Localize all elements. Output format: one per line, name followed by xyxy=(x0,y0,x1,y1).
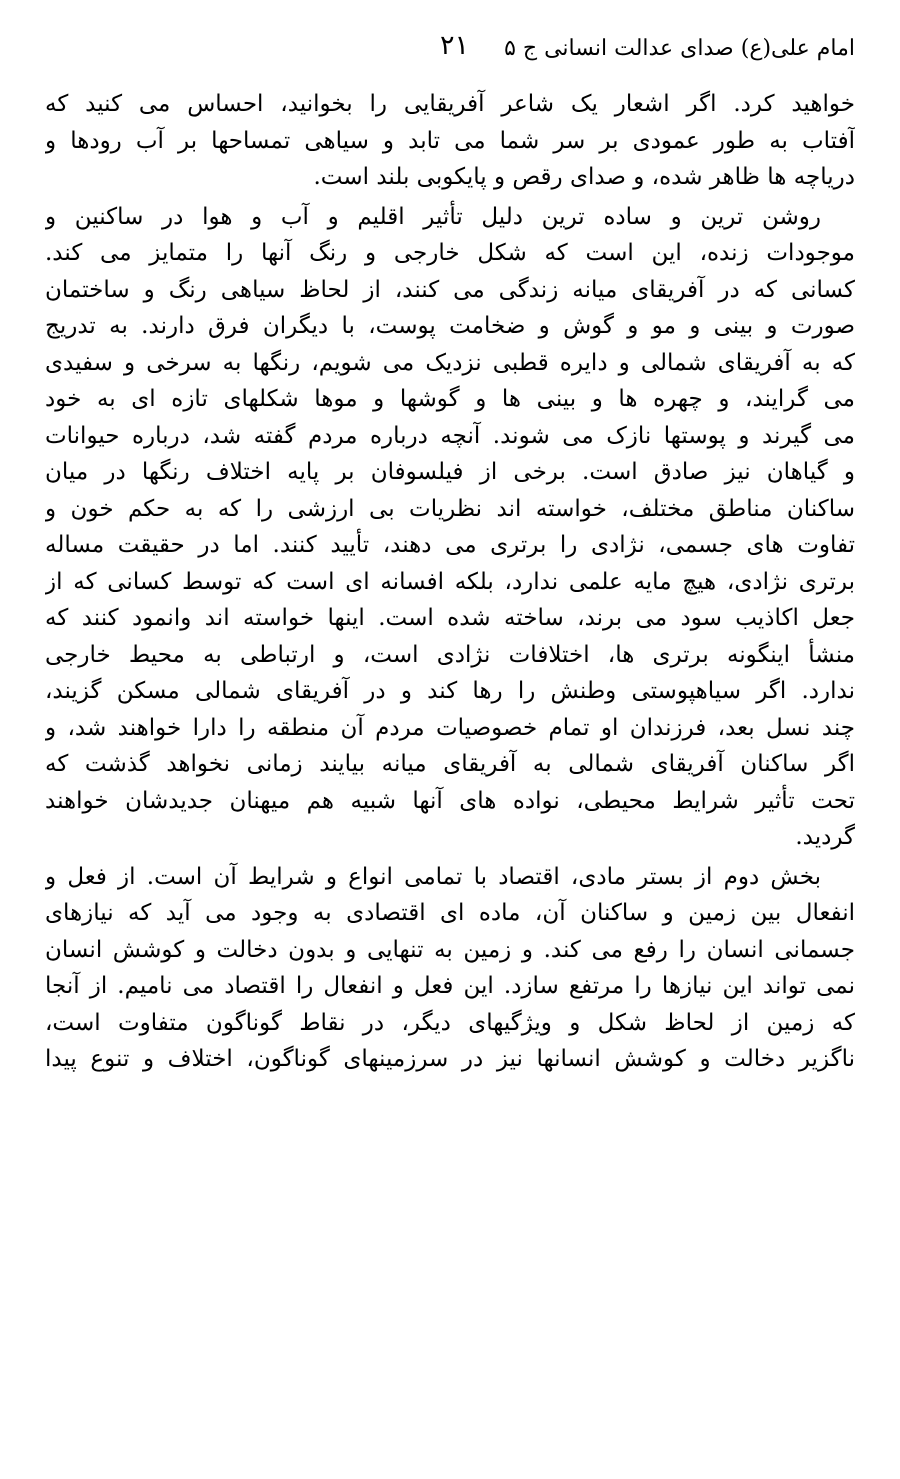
text-line: می گرایند، و چهره ها و بینی ها و گوشها و موها شکلهای تازه ای به خود xyxy=(45,386,855,412)
text-line: انفعال بین زمین و ساکنان آن، ماده ای اقتصادی به وجود می آید که نیازهای xyxy=(45,900,855,926)
book-title: امام علی(ع) صدای عدالت انسانی ج ۵ xyxy=(504,36,855,61)
text-line: دریاچه ها ظاهر شده، و صدای رقص و پایکوبی بلند است. xyxy=(313,164,855,190)
text-line: ندارد. اگر سیاهپوستی وطنش را رها کند و در آفریقای شمالی مسکن گزیند، xyxy=(45,678,855,704)
text-line: صورت و بینی و مو و گوش و ضخامت پوست، با دیگران فرق دارند. به تدریج xyxy=(45,313,855,339)
text-line: موجودات زنده، این است که شکل خارجی و رنگ آنها را متمایز می کند. xyxy=(45,240,855,266)
text-line: ناگزیر دخالت و کوشش انسانها نیز در سرزمینهای گوناگون، اختلاف و تنوع پیدا xyxy=(45,1046,855,1072)
running-header xyxy=(60,30,855,76)
text-line: روشن ترین و ساده ترین دلیل تأثیر اقلیم و آب و هوا در ساکنین و xyxy=(45,203,821,230)
text-line: جسمانی انسان را رفع می کند. و زمین به تنهایی و بدون دخالت و کوشش انسان xyxy=(45,936,855,963)
text-line: چند نسل بعد، فرزندان او تمام خصوصیات مردم آن منطقه را دارا خواهند شد، و xyxy=(45,714,855,741)
text-line: نمی تواند این نیازها را مرتفع سازد. این فعل و انفعال را اقتصاد می نامیم. از آنجا xyxy=(45,973,855,999)
page-number: ۲۱ xyxy=(440,30,470,61)
text-line: کسانی که در آفریقای میانه زندگی می کنند، از لحاظ سیاهی رنگ و ساختمان xyxy=(45,276,855,303)
text-line: تفاوت های جسمی، نژادی را برتری می دهند، تأیید کنند. اما در حقیقت مساله xyxy=(45,532,855,558)
body-text xyxy=(45,86,855,1078)
paragraph xyxy=(45,859,855,1078)
text-line: تحت تأثیر شرایط محیطی، نواده های آنها شبیه هم میهنان جدیدشان خواهند xyxy=(45,787,855,814)
text-line: بخش دوم از بستر مادی، اقتصاد با تمامی انواع و شرایط آن است. از فعل و xyxy=(45,863,821,890)
text-line: که زمین از لحاظ شکل و ویژگیهای دیگر، در نقاط گوناگون متفاوت است، xyxy=(45,1009,855,1036)
text-line: برتری نژادی، هیچ مایه علمی ندارد، بلکه افسانه ای است که توسط کسانی که از xyxy=(45,568,855,595)
text-line: و گیاهان نیز صادق است. برخی از فیلسوفان بر پایه اختلاف رنگها در میان xyxy=(45,459,855,485)
text-line: آفتاب به طور عمودی بر سر شما می تابد و سیاهی تمساحها بر آب رودها و xyxy=(45,127,855,154)
text-line: گردید. xyxy=(795,824,855,850)
text-line: جعل اکاذیب سود می برند، ساخته شده است. اینها خواسته اند وانمود کنند که xyxy=(45,605,855,631)
text-line: ساکنان مناطق مختلف، خواسته اند نظریات بی ارزشی را که به حکم خون و xyxy=(45,495,855,522)
paragraph xyxy=(45,199,855,856)
text-line: که به آفریقای شمالی و دایره قطبی نزدیک می شویم، رنگها به سرخی و سفیدی xyxy=(45,349,855,376)
paragraph xyxy=(45,86,855,196)
text-line: خواهید کرد. اگر اشعار یک شاعر آفریقایی را بخوانید، احساس می کنید که xyxy=(45,91,855,117)
text-line: اگر ساکنان آفریقای شمالی به آفریقای میانه بیایند زمانی نخواهد گذشت که xyxy=(45,751,855,777)
text-line: منشأ اینگونه برتری ها، اختلافات نژادی است، و ارتباطی به محیط خارجی xyxy=(45,641,855,668)
text-line: می گیرند و پوستها نازک می شوند. آنچه درباره مردم گفته شد، درباره حیوانات xyxy=(45,422,855,449)
